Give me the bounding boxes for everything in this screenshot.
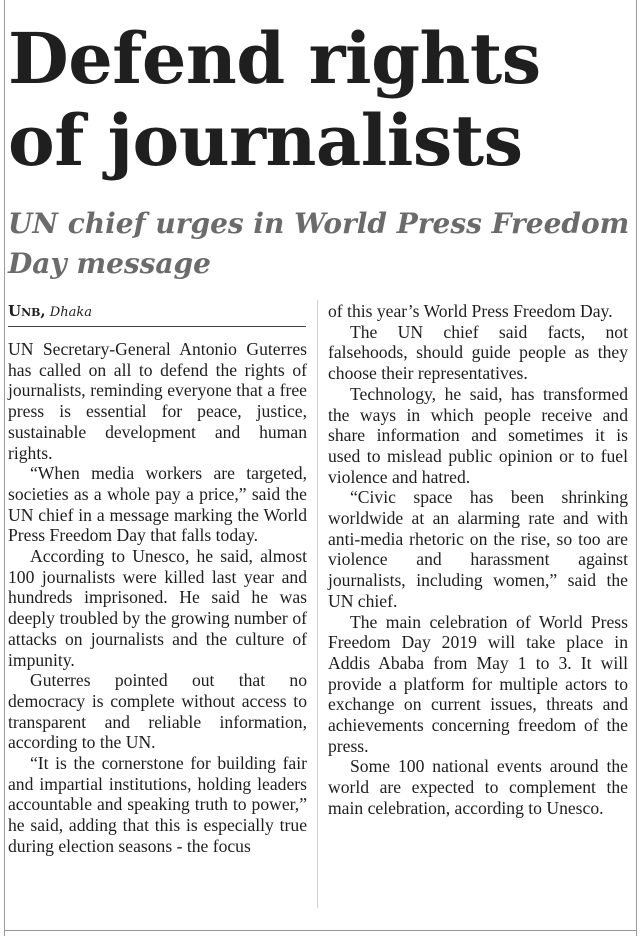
paragraph: The UN chief said facts, not falsehoods, should guide people as they choose their representatives. (328, 321, 628, 384)
paragraph: The main celebration of World Press Freedom Day 2019 will take place in Addis Ababa from May 1 to 3. It will provide a platform for multiple actors to exchange on current issues, threats and achievements concerning freedom of the press. (328, 611, 628, 756)
headline: Defend rights of journalists (8, 17, 541, 182)
paragraph: According to Unesco, he said, almost 100 journalists were killed last year and hundreds imprisoned. He said he was deeply troubled by the growing number of attacks on journalists and the culture of impunity. (8, 546, 307, 670)
byline-city: Dhaka (49, 305, 92, 320)
page-border-bottom (4, 930, 637, 931)
byline-rule (8, 326, 306, 327)
paragraph: Some 100 national events around the world are expected to complement the main celebration, according to Unesco. (328, 756, 628, 818)
page-border-left (4, 0, 5, 936)
paragraph: “It is the cornerstone for building fair and impartial institutions, holding leaders accountable and speaking truth to power,” he said, adding that this is especially true during election seasons - the focus (8, 753, 307, 856)
byline (8, 302, 92, 322)
paragraph: UN Secretary-General Antonio Guterres has called on all to defend the rights of journalists, reminding everyone that a free press is essential for peace, justice, sustainable development and human rights. (8, 339, 307, 463)
paragraph: Technology, he said, has transformed the ways in which people receive and share information and sometimes it is used to mislead public opinion or to fuel violence and hatred. (328, 383, 628, 487)
paragraph: “When media workers are targeted, societies as a whole pay a price,” said the UN chief in a message marking the World Press Freedom Day that falls today. (8, 463, 307, 546)
page-border-right (636, 0, 637, 936)
byline-agency: Unb, (8, 302, 46, 320)
subheadline: UN chief urges in World Press Freedom Day message (8, 207, 630, 280)
article-column-1 (8, 339, 307, 857)
column-divider (317, 300, 318, 908)
paragraph: of this year’s World Press Freedom Day. (328, 301, 613, 321)
paragraph: Guterres pointed out that no democracy is complete without access to transparent and reliable information, according to the UN. (8, 670, 307, 753)
article-column-2 (328, 301, 628, 819)
paragraph: “Civic space has been shrinking worldwide at an alarming rate and with anti-media rhetoric on the rise, so too are violence and harassment against journalists, including women,” said the UN chief. (328, 487, 628, 611)
